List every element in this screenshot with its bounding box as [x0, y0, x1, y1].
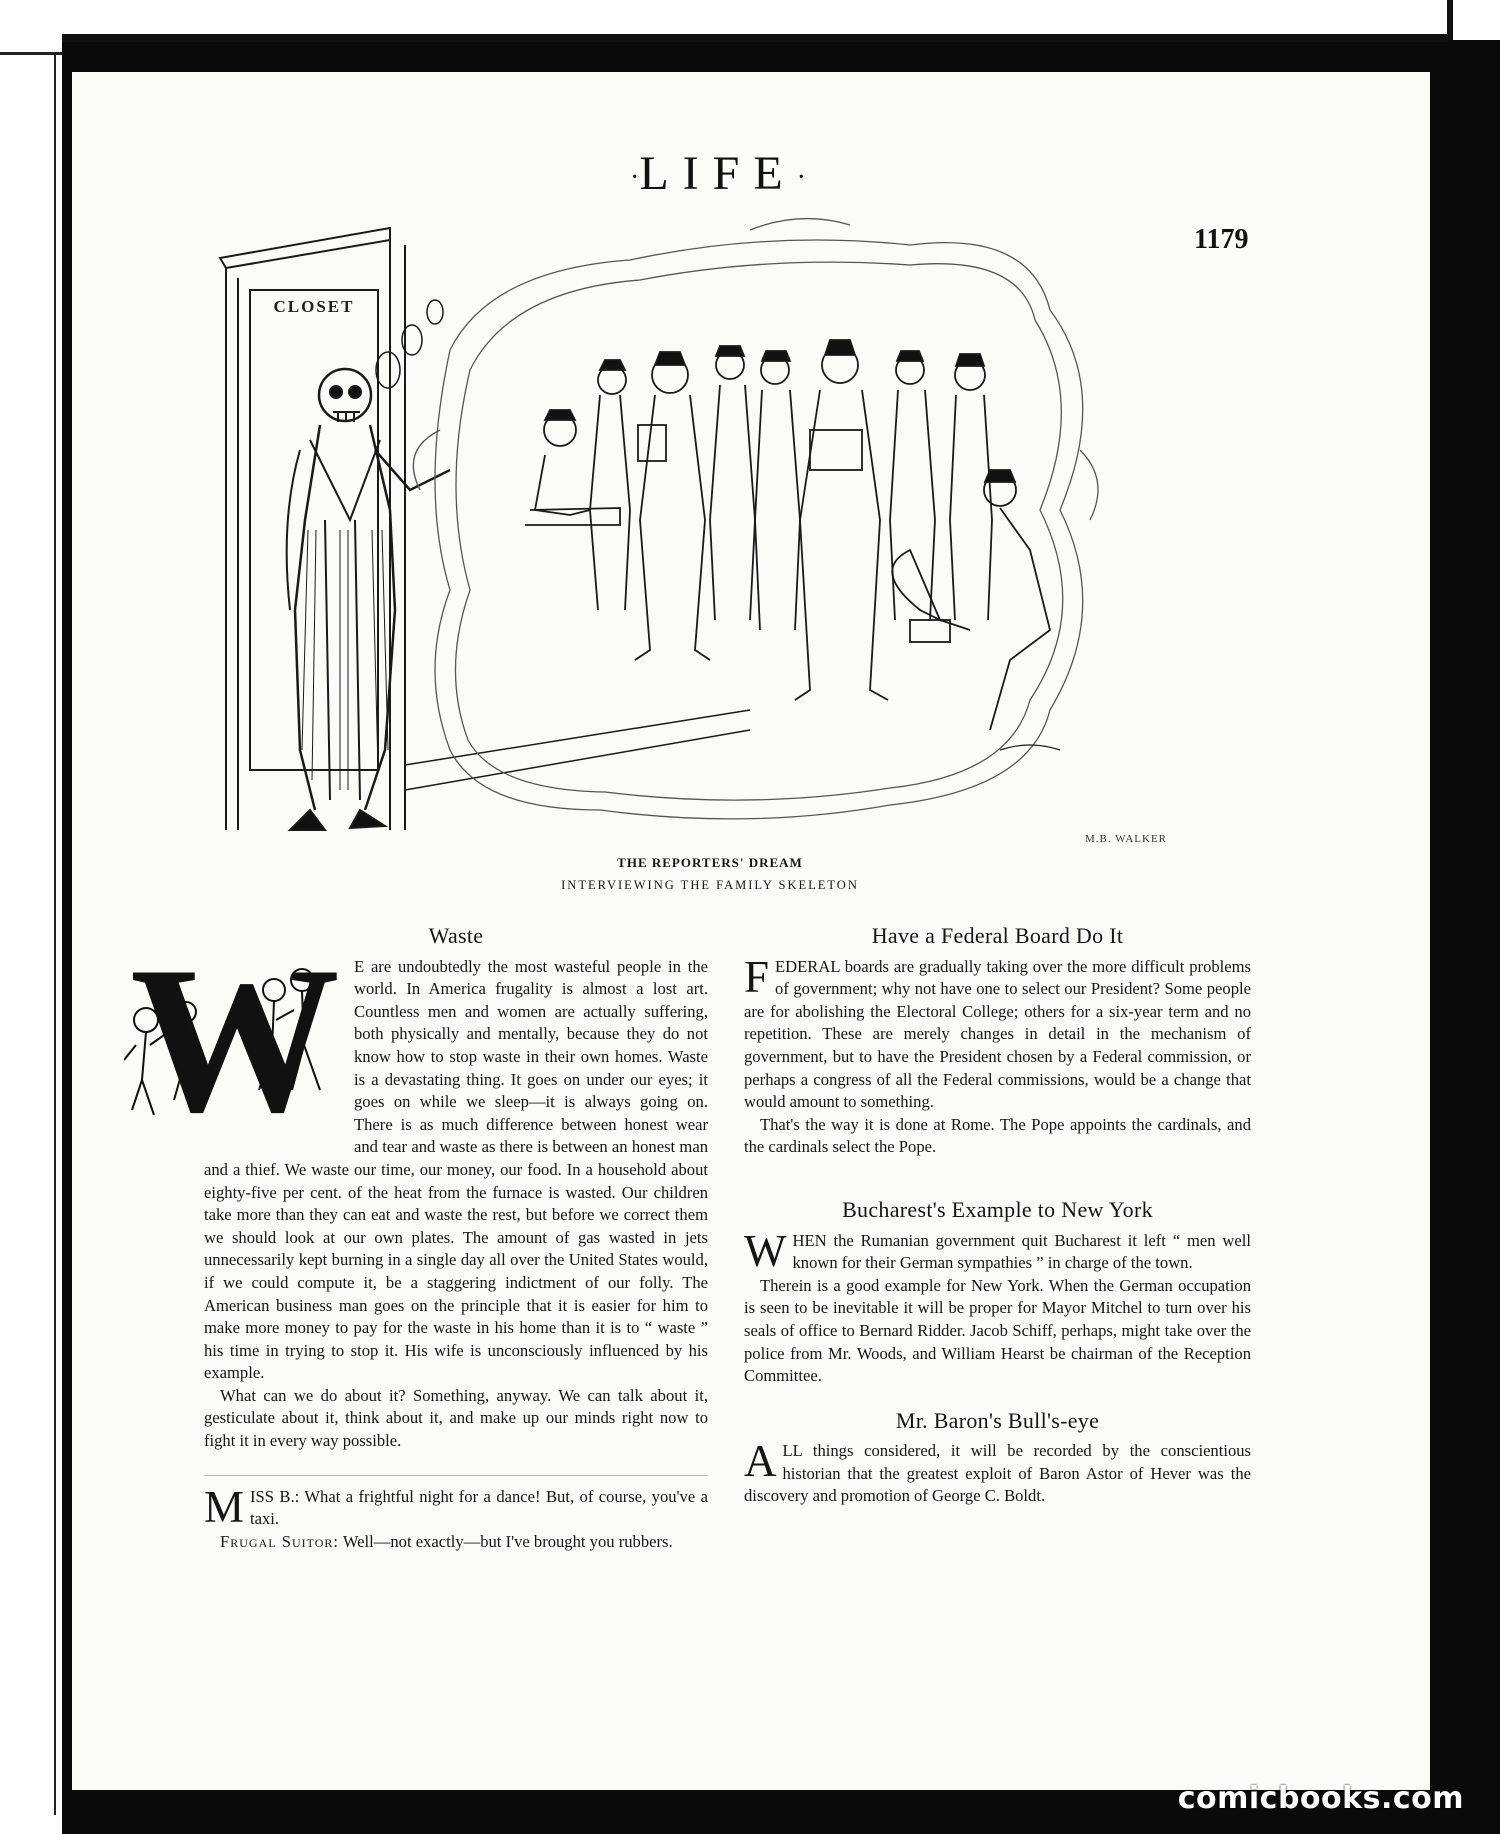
baron-heading: Mr. Baron's Bull's-eye	[895, 1407, 1100, 1433]
illustration-caption-title: THE REPORTERS' DREAM	[617, 855, 803, 870]
reporters-dream-illustration	[150, 190, 1240, 850]
artist-signature: M.B. WALKER	[1085, 833, 1167, 845]
masthead: ·LIFE·	[630, 147, 806, 200]
bucharest-heading: Bucharest's Example to New York	[842, 1196, 1153, 1222]
adjacent-page-corner	[1447, 0, 1500, 40]
left-column	[130, 923, 708, 1553]
federal-paragraph-2: That's the way it is done at Rome. The Pope appoints the cardinals, and the cardinals select the Pope.	[744, 1114, 1251, 1157]
dialogue-speaker: Frugal Suitor:	[220, 1531, 339, 1551]
baron-initial: A	[744, 1436, 777, 1487]
door-sign: CLOSET	[273, 297, 355, 316]
bucharest-paragraph-1: WHEN the Rumanian government quit Bucharest it left “ men well known for their German sympathies ” in charge of the town.	[744, 1225, 1251, 1276]
waste-paragraph-2: What can we do about it? Something, anyway. We can talk about it, gesticulate about it, think about it, and make up our minds right now to fight it in every way possible.	[204, 1385, 708, 1451]
right-column	[744, 925, 1251, 1508]
adjacent-page-edge	[0, 0, 62, 1834]
page-number: 1179	[1194, 224, 1249, 255]
federal-heading: Have a Federal Board Do It	[871, 923, 1124, 948]
adjacent-page-top	[0, 0, 1448, 42]
dialogue-line-1: MISS B.: What a frightful night for a dance! But, of course, you've a taxi.	[204, 1481, 708, 1532]
bucharest-paragraph-2: Therein is a good example for New York. When the German occupation is seen to be inevitable it will be proper for Mayor Mitchel to turn over his seals of office to Bernard Ridder. Jacob Schiff, perhaps, might take over the police from Mr. Woods, and William Hearst be chairman of the Reception Committee.	[744, 1275, 1251, 1386]
watermark: comicbooks.com	[1177, 1781, 1464, 1816]
federal-initial: F	[744, 951, 770, 1002]
waste-heading: Waste	[428, 923, 484, 948]
baron-paragraph-1: ALL things considered, it will be recorded by the conscientious historian that the greatest exploit of Baron Astor of Hever was the discovery and promotion of George C. Boldt.	[744, 1436, 1251, 1506]
drop-cap-letter: W	[130, 949, 340, 1146]
dialogue-initial: M	[204, 1481, 245, 1532]
bucharest-initial: W	[744, 1225, 787, 1276]
dialogue-line-2: Frugal Suitor: Well—not exactly—but I've brought you rubbers.	[220, 1531, 673, 1551]
illustration-caption-subtitle: INTERVIEWING THE FAMILY SKELETON	[561, 878, 859, 892]
federal-paragraph-1: FEDERAL boards are gradually taking over the more difficult problems of government; why not have one to select our President? Some people are for abolishing the Electoral College; others for a six-year term and no repetition. These are merely changes in detail in the mechanism of government, but to have the President chosen by a Federal commission, or perhaps a congress of all the Federal commissions, would be a change that would amount to something.	[744, 951, 1251, 1112]
waste-paragraph-1: E are undoubtedly the most wasteful people in the world. In America frugality is almost a lost art. Countless men and women are actually suffering, both physically and mentally, because they do not know how to stop waste in their own homes. Waste is a devastating thing. It goes on under our eyes; it goes on while we sleep—it is always going on. There is as much difference between honest wear and tear and waste as there is between an honest man and a thief. We waste our time, our money, our food. In a household about eighty-five per cent. of the heat from the furnace is wasted. Our children take more than they can eat and waste the rest, but before we correct them we should look at our own plates. The amount of gas wasted in jets unnecessarily kept burning in a single day all over the United States would, if we could compute it, be a staggering indictment of our folly. The American business man goes on the principle that it is easier for him to make more money to pay for the waste in his home than it is to “ waste ” his time in trying to stop it. His wife is unconsciously influenced by his example.	[204, 956, 708, 1383]
decorated-drop-cap	[124, 950, 346, 1146]
